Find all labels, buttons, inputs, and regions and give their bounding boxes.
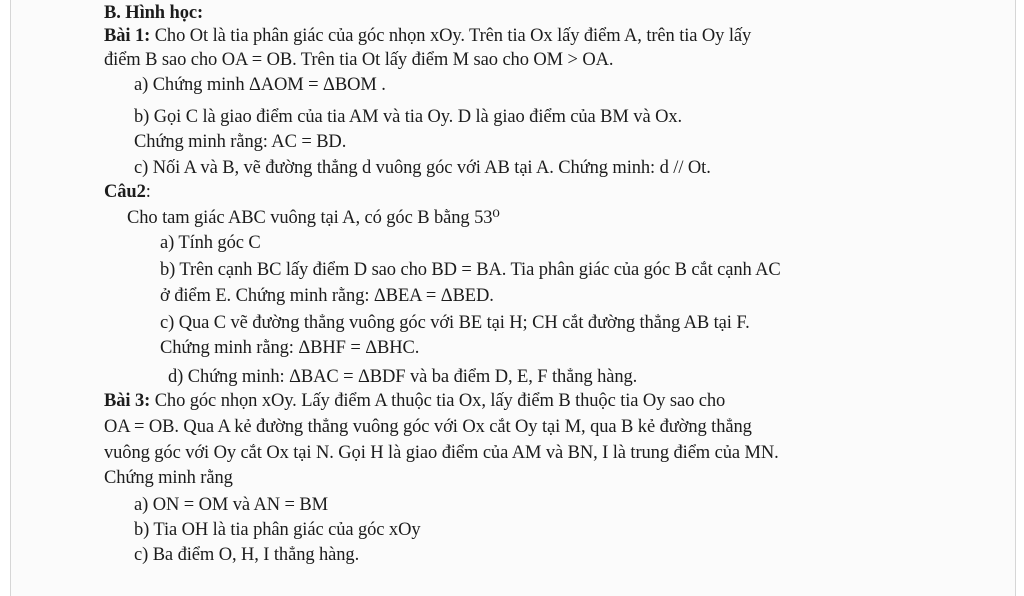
document-page xyxy=(10,0,1016,596)
exercise-1-part-b: b) Gọi C là giao điểm của tia AM và tia Oy. D là giao điểm của BM và Ox. xyxy=(134,107,683,127)
exercise-3-line-2: OA = OB. Qua A kẻ đường thẳng vuông góc với Ox cắt Oy tại M, qua B kẻ đường thẳng xyxy=(104,417,752,437)
exercise-1-part-b-cont: Chứng minh rằng: AC = BD. xyxy=(134,132,347,152)
exercise-3-part-a: a) ON = OM và AN = BM xyxy=(134,495,328,515)
exercise-3-part-c: c) Ba điểm O, H, I thẳng hàng. xyxy=(134,545,360,565)
question-2-part-a: a) Tính góc C xyxy=(160,233,261,253)
exercise-3-part-b: b) Tia OH là tia phân giác của góc xOy xyxy=(134,520,421,540)
question-2-intro: Cho tam giác ABC vuông tại A, có góc B bằng 53⁰ xyxy=(127,208,500,228)
bold-label: Bài 3: xyxy=(104,391,151,411)
bold-label: B. Hình học: xyxy=(104,3,204,23)
section-heading xyxy=(104,2,203,24)
question-2-part-b: b) Trên cạnh BC lấy điểm D sao cho BD = BA. Tia phân giác của góc B cắt cạnh AC xyxy=(160,260,781,280)
question-2-part-b-cont: ở điểm E. Chứng minh rằng: ΔBEA = ΔBED. xyxy=(160,286,494,306)
question-2-part-c: c) Qua C vẽ đường thẳng vuông góc với BE tại H; CH cắt đường thẳng AB tại F. xyxy=(160,313,750,333)
bold-label: Bài 1: xyxy=(104,26,151,46)
bold-label: Câu2 xyxy=(104,182,146,202)
question-2-heading: Câu2: xyxy=(104,182,151,202)
exercise-3-line-3: vuông góc với Oy cắt Ox tại N. Gọi H là giao điểm của AM và BN, I là trung điểm của MN. xyxy=(104,443,779,463)
question-2-part-c-cont: Chứng minh rằng: ΔBHF = ΔBHC. xyxy=(160,338,420,358)
exercise-3-line-4: Chứng minh rằng xyxy=(104,468,233,488)
exercise-3-line-1: Bài 3: Cho góc nhọn xOy. Lấy điểm A thuộc tia Ox, lấy điểm B thuộc tia Oy sao cho xyxy=(104,391,726,411)
exercise-1-line-1: Bài 1: Cho Ot là tia phân giác của góc nhọn xOy. Trên tia Ox lấy điểm A, trên tia Oy lấy xyxy=(104,26,752,46)
exercise-1-part-c: c) Nối A và B, vẽ đường thẳng d vuông góc với AB tại A. Chứng minh: d // Ot. xyxy=(134,158,711,178)
exercise-1-line-2: điểm B sao cho OA = OB. Trên tia Ot lấy điểm M sao cho OM > OA. xyxy=(104,50,614,70)
exercise-1-part-a: a) Chứng minh ΔAOM = ΔBOM . xyxy=(134,75,386,95)
question-2-part-d: d) Chứng minh: ΔBAC = ΔBDF và ba điểm D, E, F thẳng hàng. xyxy=(168,367,638,387)
